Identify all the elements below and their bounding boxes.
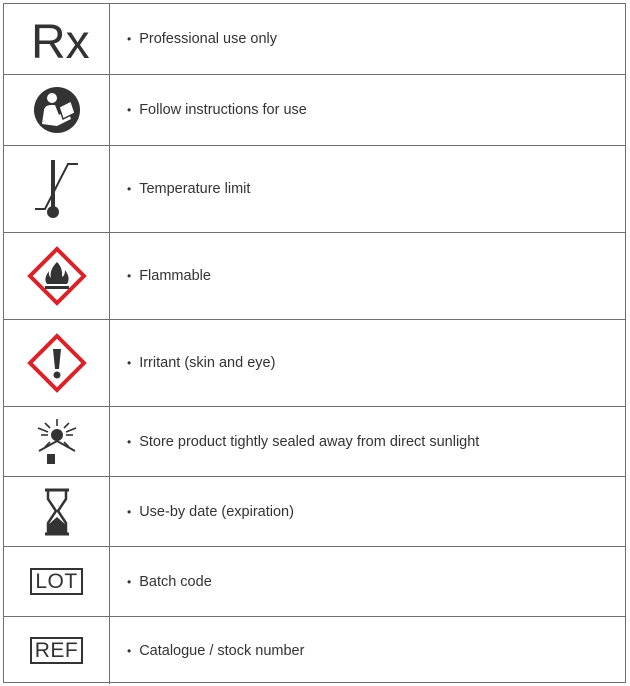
bullet: • [127, 182, 132, 196]
bullet: • [127, 32, 132, 46]
bullet: • [127, 643, 132, 658]
row-label: Flammable [139, 268, 211, 284]
table-row-lot [4, 547, 625, 617]
row-label: Professional use only [139, 31, 278, 47]
flammable-icon [27, 246, 87, 306]
row-label: Batch code [139, 573, 212, 590]
rx-icon [30, 16, 90, 69]
keep-away-from-sunlight-icon [31, 417, 83, 467]
svg-text:Rx: Rx [30, 16, 90, 69]
table-row-instructions [4, 75, 625, 146]
table-row-use-by [4, 477, 625, 547]
row-label: Irritant (skin and eye) [139, 355, 276, 371]
bullet: • [127, 269, 132, 283]
bullet: • [127, 356, 132, 370]
row-label: Use-by date (expiration) [139, 503, 294, 520]
table-row-ref [4, 617, 625, 684]
table-row-irritant [4, 320, 625, 407]
row-label: Temperature limit [139, 181, 251, 197]
lot-icon: LOT [30, 568, 82, 595]
table-row-sunlight [4, 407, 625, 477]
exclamation-mark-icon [27, 333, 87, 393]
bullet: • [127, 504, 132, 519]
ref-icon: REF [30, 637, 84, 664]
symbols-table [3, 3, 626, 683]
bullet: • [127, 434, 132, 449]
row-label: Catalogue / stock number [139, 642, 305, 659]
instructions-for-use-icon [33, 86, 81, 134]
table-row-rx [4, 4, 625, 75]
table-row-flammable [4, 233, 625, 320]
hourglass-icon [42, 487, 72, 537]
temperature-limit-icon [32, 156, 82, 222]
bullet: • [127, 103, 132, 117]
row-label: Follow instructions for use [139, 102, 307, 118]
table-row-temperature [4, 146, 625, 233]
row-label: Store product tightly sealed away from direct sunlight [139, 433, 480, 450]
bullet: • [127, 574, 132, 589]
